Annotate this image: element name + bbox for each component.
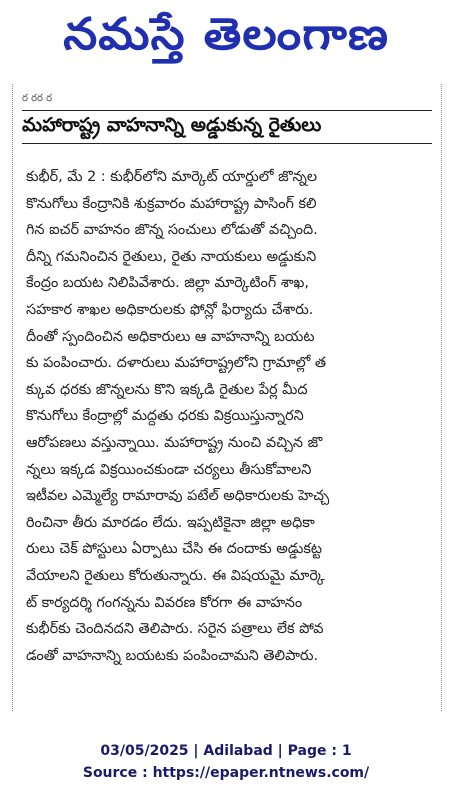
masthead-title: నమస్తే తెలంగాణ [63,9,389,60]
article-line: దీంతో స్పందించిన అధికారులు ఆ వాహనాన్ని బయట [26,328,315,345]
article-line: ట్ కార్యదర్శి గంగన్నను వివరణ కోరగా ఈ వాహనం [26,594,303,611]
clip-meta: 03/05/2025 | Adilabad | Page : 1 [100,743,352,759]
article-line: దీన్ని గమనించిన రైతులు, రైతు నాయకులు అడ్డుకుని [26,248,317,265]
article-line: సహకార శాఖల అధికారులకు ఫోన్లో ఫిర్యాదు చేశారు. [26,301,314,318]
clip-source: Source : https://epaper.ntnews.com/ [82,765,370,781]
article-line: కుభీర్, మే 2 : కుభీర్‌లోని మార్కెట్ యార్డులో జొన్నల [26,169,318,185]
article-line: రించినా తీరు మారడం లేదు. ఇప్పటికైనా జిల్లా అధికా [26,514,315,531]
article-line: గిన ఐచర్ వాహనం జొన్న సంచులు లోడుతో వచ్చింది. [26,222,318,239]
cut-text-fragment: ర రర ర [22,93,53,102]
article-body [26,164,434,669]
article-line: డంతో వాహనాన్ని బయటకు పంపించామని తెలిపారు. [26,647,319,664]
article-line: కు పంపించారు. దళారులు మహారాష్ట్రలోని గ్రామాల్లో త [26,355,327,372]
article-line: క్కువ ధరకు జొన్నలను కొని ఇక్కడి రైతుల పేర్ల మీద [26,381,308,398]
article-line: ఆరోపణలు వస్తున్నాయి. మహారాష్ట్ర నుంచి వచ్చిన జొ [26,434,323,451]
article-headline [22,110,432,144]
article-line: కేంద్రం బయట నిలిపివేశారు. జిల్లా మార్కెటింగ్ శాఖ, [26,275,309,292]
headline-text: మహారాష్ట్ర వాహనాన్ని అడ్డుకున్న రైతులు [22,113,322,136]
article-line: కొనుగోలు కేంద్రాల్లో మద్దతు ధరకు విక్రయిస్తున్నారని [26,408,304,425]
newspaper-masthead [0,0,452,80]
article-line: కుభీర్‌కు చెందినదని తెలిపారు. సరైన పత్రాలు లేక పోవ [26,621,324,638]
clip-footer [0,740,452,784]
article-line: కొనుగోలు కేంద్రానికి శుక్రవారం మహారాష్ట్ర పాసింగ్ కలి [26,195,317,212]
article-line: వేయాలని రైతులు కోరుతున్నారు. ఈ విషయమై మార్కె [26,567,325,584]
article-line: ఇటీవల ఎమ్మెల్యే రామారావు పటేల్ అధికారులకు హెచ్చ [26,488,330,505]
article-line: రులు చెక్ పోస్టులు ఏర్పాటు చేసి ఈ దందాకు అడ్డుకట్ట [26,541,322,558]
article-line: న్నలు ఇక్కడ విక్రయించకుండా చర్యలు తీసుకోవాలని [26,461,312,478]
